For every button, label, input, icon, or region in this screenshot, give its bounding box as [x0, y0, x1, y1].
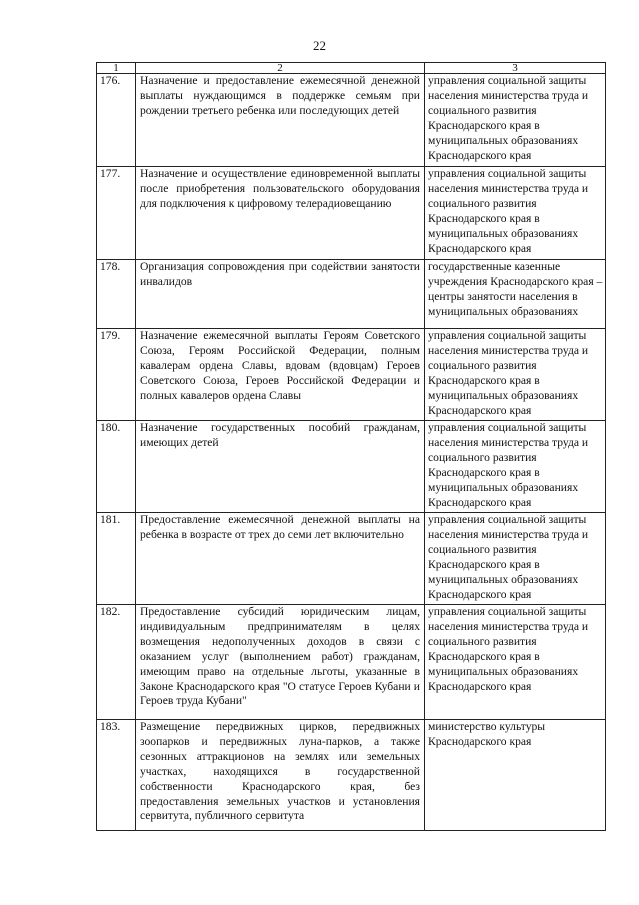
table-header-row	[97, 63, 606, 74]
table-row	[97, 260, 606, 329]
table-row	[97, 421, 606, 513]
responsible-agency: управления социальной защиты населения министерства труда и социального развития Краснодарского края в муниципальных образованиях Краснодарского края	[425, 329, 606, 421]
column-header-agency: 3	[425, 63, 606, 74]
row-number: 178.	[97, 260, 136, 329]
row-number: 177.	[97, 167, 136, 260]
row-number: 176.	[97, 74, 136, 167]
service-description: Назначение ежемесячной выплаты Героям Советского Союза, Героям Российской Федерации, полным кавалерам ордена Славы, вдовам (вдовцам) Героев Советского Союза, Героев Российской Федерации и полных кавалеров ордена Славы	[136, 329, 425, 421]
service-description: Предоставление субсидий юридическим лицам, индивидуальным предпринимателям в целях возмещения недополученных доходов в связи с оказанием услуг (выполнением работ) гражданам, имеющим право на отдельные льготы, указанные в Законе Краснодарского края "О статусе Героев Кубани и Героев труда Кубани"	[136, 605, 425, 720]
responsible-agency: управления социальной защиты населения министерства труда и социального развития Краснодарского края в муниципальных образованиях Краснодарского края	[425, 421, 606, 513]
service-description: Размещение передвижных цирков, передвижных зоопарков и передвижных луна-парков, а также сезонных аттракционов на землях или земельных участках, находящихся в государственной собственности Краснодарского края, без предоставления земельных участков и установления сервитута, публичного сервитута	[136, 720, 425, 831]
responsible-agency: государственные казенные учреждения Краснодарского края – центры занятости населения в муниципальных образованиях	[425, 260, 606, 329]
responsible-agency: управления социальной защиты населения министерства труда и социального развития Краснодарского края в муниципальных образованиях Краснодарского края	[425, 167, 606, 260]
column-header-description: 2	[136, 63, 425, 74]
row-number: 179.	[97, 329, 136, 421]
services-table	[96, 62, 606, 831]
table-row	[97, 74, 606, 167]
responsible-agency: управления социальной защиты населения министерства труда и социального развития Краснодарского края в муниципальных образованиях Краснодарского края	[425, 605, 606, 720]
service-description: Назначение и предоставление ежемесячной денежной выплаты нуждающимся в поддержке семьям при рождении третьего ребенка или последующих детей	[136, 74, 425, 167]
column-header-number: 1	[97, 63, 136, 74]
service-description: Назначение и осуществление единовременной выплаты после приобретения пользовательского оборудования для подключения к цифровому телерадиовещанию	[136, 167, 425, 260]
responsible-agency: управления социальной защиты населения министерства труда и социального развития Краснодарского края в муниципальных образованиях Краснодарского края	[425, 74, 606, 167]
service-description: Назначение государственных пособий гражданам, имеющих детей	[136, 421, 425, 513]
table-row	[97, 167, 606, 260]
row-number: 180.	[97, 421, 136, 513]
table-row	[97, 513, 606, 605]
page-number: 22	[313, 38, 326, 53]
service-description: Предоставление ежемесячной денежной выплаты на ребенка в возрасте от трех до семи лет включительно	[136, 513, 425, 605]
table-row	[97, 720, 606, 831]
row-number: 182.	[97, 605, 136, 720]
row-number: 181.	[97, 513, 136, 605]
responsible-agency: управления социальной защиты населения министерства труда и социального развития Краснодарского края в муниципальных образованиях Краснодарского края	[425, 513, 606, 605]
responsible-agency: министерство культуры Краснодарского края	[425, 720, 606, 831]
table-row	[97, 605, 606, 720]
table-row	[97, 329, 606, 421]
row-number: 183.	[97, 720, 136, 831]
service-description: Организация сопровождения при содействии занятости инвалидов	[136, 260, 425, 329]
